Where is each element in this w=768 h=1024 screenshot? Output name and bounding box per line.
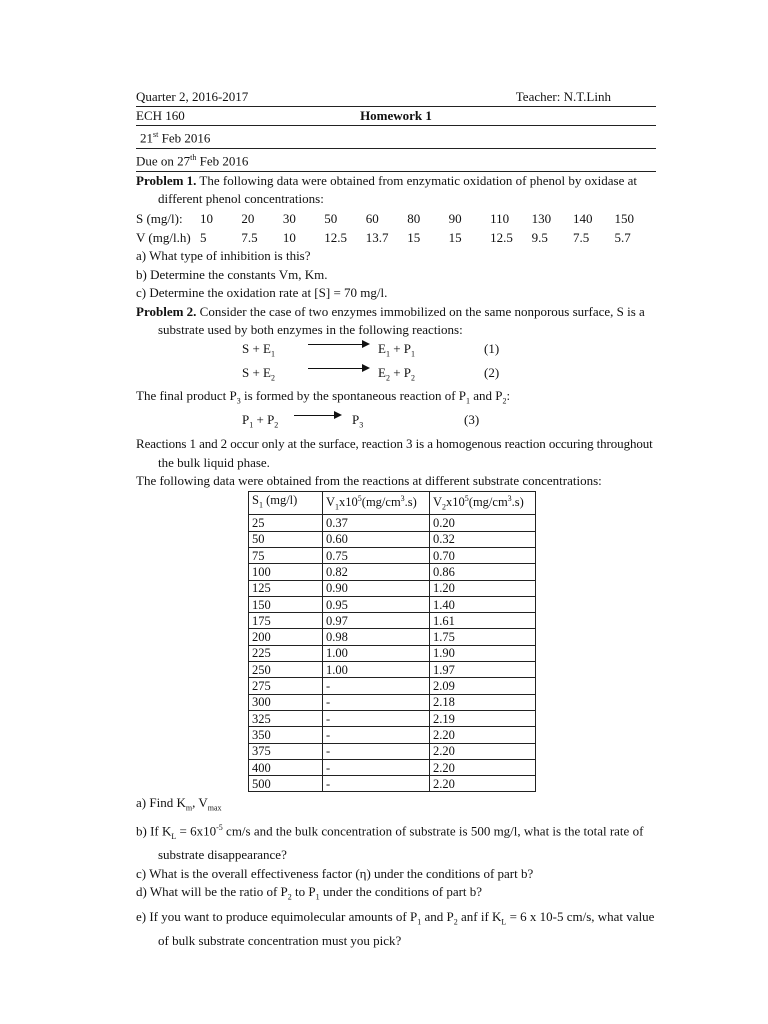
cell-s1: 500 (249, 776, 323, 792)
cell-v1: 0.37 (323, 515, 430, 531)
reactions-description-cont: the bulk liquid phase. (158, 454, 270, 470)
reactions-description: Reactions 1 and 2 occur only at the surface, reaction 3 is a homogenous reaction occuring throughout (136, 435, 653, 451)
problem2-question-b-cont: substrate disappearance? (158, 847, 287, 863)
s-data-row: S (mg/l): 10 20 30 50 60 80 90 110 130 140 150 (136, 211, 634, 227)
col-header-s1: $S_1$ (mg/l) (249, 491, 323, 515)
reaction-arrow (308, 340, 370, 348)
table-row (249, 759, 536, 775)
reaction-arrow (294, 411, 342, 419)
col-header-v2: $V_2x10^5(mg/cm^3.s)$ (430, 491, 536, 515)
problem2-intro: Problem 2. Consider the case of two enzymes immobilized on the same nonporous surface, S is a (136, 303, 645, 319)
cell-v2: 1.97 (430, 662, 536, 678)
cell-v2: 1.90 (430, 645, 536, 661)
table-row (249, 645, 536, 661)
cell-s1: 175 (249, 613, 323, 629)
due-date: Due on 27th Feb 2016 (136, 152, 249, 169)
cell-s1: 300 (249, 694, 323, 710)
cell-s1: 250 (249, 662, 323, 678)
problem1-question-c: c) Determine the oxidation rate at [S] = 70 mg/l. (136, 285, 388, 301)
cell-s1: 125 (249, 580, 323, 596)
problem2-question-a: a) Find $K_m$, $V_{max}$ (136, 795, 222, 814)
table-row (249, 710, 536, 726)
data-intro: The following data were obtained from the reactions at different substrate concentrations: (136, 473, 602, 489)
header-course-row (136, 107, 656, 125)
cell-s1: 400 (249, 759, 323, 775)
quarter-label: Quarter 2, 2016-2017 (136, 89, 249, 104)
cell-s1: 75 (249, 548, 323, 564)
table-row (249, 564, 536, 580)
assigned-date: 21st Feb 2016 (140, 130, 211, 146)
s-label: S (mg/l): (136, 211, 183, 227)
cell-v1: 0.90 (323, 580, 430, 596)
cell-s1: 275 (249, 678, 323, 694)
cell-s1: 200 (249, 629, 323, 645)
table-row (249, 531, 536, 547)
table-row (249, 776, 536, 792)
cell-v2: 1.40 (430, 596, 536, 612)
table-row (249, 629, 536, 645)
final-product-text: The final product $P_3$ is formed by the spontaneous reaction of $P_1$ and $P_2$: (136, 388, 511, 406)
problem1-intro-cont: different phenol concentrations: (158, 191, 324, 207)
table-row (249, 515, 536, 531)
table-row (249, 678, 536, 694)
problem2-question-e-cont: of bulk substrate concentration must you pick? (158, 932, 402, 948)
table-row (249, 613, 536, 629)
problem2-question-c: c) What is the overall effectiveness factor (η) under the conditions of part b? (136, 865, 534, 881)
cell-v2: 0.20 (430, 515, 536, 531)
cell-v2: 2.18 (430, 694, 536, 710)
cell-v2: 1.75 (430, 629, 536, 645)
reaction-2: $S + E_2$ $E_2 + P_2$ (2) (242, 364, 500, 383)
cell-v1: - (323, 776, 430, 792)
reaction-arrow (308, 364, 370, 372)
col-header-v1: $V_1x10^5(mg/cm^3.s)$ (323, 491, 430, 515)
cell-v2: 1.61 (430, 613, 536, 629)
cell-v1: 0.95 (323, 596, 430, 612)
cell-v1: 0.60 (323, 531, 430, 547)
problem2-intro-cont: substrate used by both enzymes in the following reactions: (158, 322, 463, 338)
cell-v2: 2.20 (430, 743, 536, 759)
cell-v2: 1.20 (430, 580, 536, 596)
problem1-question-b: b) Determine the constants Vm, Km. (136, 266, 328, 282)
table-row (249, 580, 536, 596)
homework-document (136, 88, 656, 950)
cell-v2: 2.09 (430, 678, 536, 694)
cell-s1: 325 (249, 710, 323, 726)
problem2-question-d: d) What will be the ratio of $P_2$ to $P_1$ under the conditions of part b? (136, 884, 483, 902)
problem1-question-a: a) What type of inhibition is this? (136, 248, 311, 264)
v-data-row: V (mg/l.h) 5 7.5 10 12.5 13.7 15 15 12.5 9.5 7.5 5.7 (136, 230, 631, 246)
reaction-3: $P_1 + P_2$ $P_3$ (3) (242, 412, 480, 430)
cell-v1: - (323, 743, 430, 759)
problem2-question-e: e) If you want to produce equimolecular amounts of $P_1$ and $P_2$ anf if $K_L = 6$ x 10-5 cm/s, what value (136, 908, 655, 927)
cell-v1: - (323, 710, 430, 726)
cell-v2: 2.20 (430, 727, 536, 743)
cell-v2: 2.20 (430, 776, 536, 792)
cell-s1: 50 (249, 531, 323, 547)
v-label: V (mg/l.h) (136, 230, 191, 246)
cell-v2: 0.86 (430, 564, 536, 580)
table-row (249, 743, 536, 759)
table-row (249, 662, 536, 678)
cell-v1: 0.82 (323, 564, 430, 580)
cell-s1: 25 (249, 515, 323, 531)
cell-s1: 375 (249, 743, 323, 759)
teacher-label: Teacher: N.T.Linh (515, 89, 611, 104)
problem2-label: Problem 2. (136, 303, 197, 319)
table-row (249, 694, 536, 710)
header-top-row (136, 88, 656, 106)
cell-s1: 150 (249, 596, 323, 612)
cell-v2: 0.32 (430, 531, 536, 547)
cell-s1: 225 (249, 645, 323, 661)
table-header-row (249, 491, 536, 515)
cell-v1: - (323, 759, 430, 775)
table-row (249, 596, 536, 612)
cell-v1: 1.00 (323, 662, 430, 678)
cell-v2: 0.70 (430, 548, 536, 564)
problem2-question-b: b) If $K_L = 6x10^{-5}$ cm/s and the bulk concentration of substrate is 500 mg/l, what is the total rate of (136, 822, 644, 841)
cell-v1: - (323, 727, 430, 743)
cell-s1: 100 (249, 564, 323, 580)
cell-v1: 0.97 (323, 613, 430, 629)
substrate-data-table (248, 491, 536, 793)
table-row (249, 727, 536, 743)
cell-v1: - (323, 678, 430, 694)
table-row (249, 548, 536, 564)
cell-v1: 0.75 (323, 548, 430, 564)
reaction-1: $S + E_1$ $E_1 + P_1$ (1) (242, 341, 500, 359)
cell-v2: 2.20 (430, 759, 536, 775)
cell-v1: 0.98 (323, 629, 430, 645)
cell-v1: 1.00 (323, 645, 430, 661)
homework-title: Homework 1 (360, 108, 432, 123)
problem1-intro: Problem 1. The following data were obtained from enzymatic oxidation of phenol by oxidase at (136, 172, 637, 188)
problem1-label: Problem 1. (136, 172, 197, 188)
cell-v1: - (323, 694, 430, 710)
course-code: ECH 160 (136, 108, 185, 123)
cell-s1: 350 (249, 727, 323, 743)
cell-v2: 2.19 (430, 710, 536, 726)
